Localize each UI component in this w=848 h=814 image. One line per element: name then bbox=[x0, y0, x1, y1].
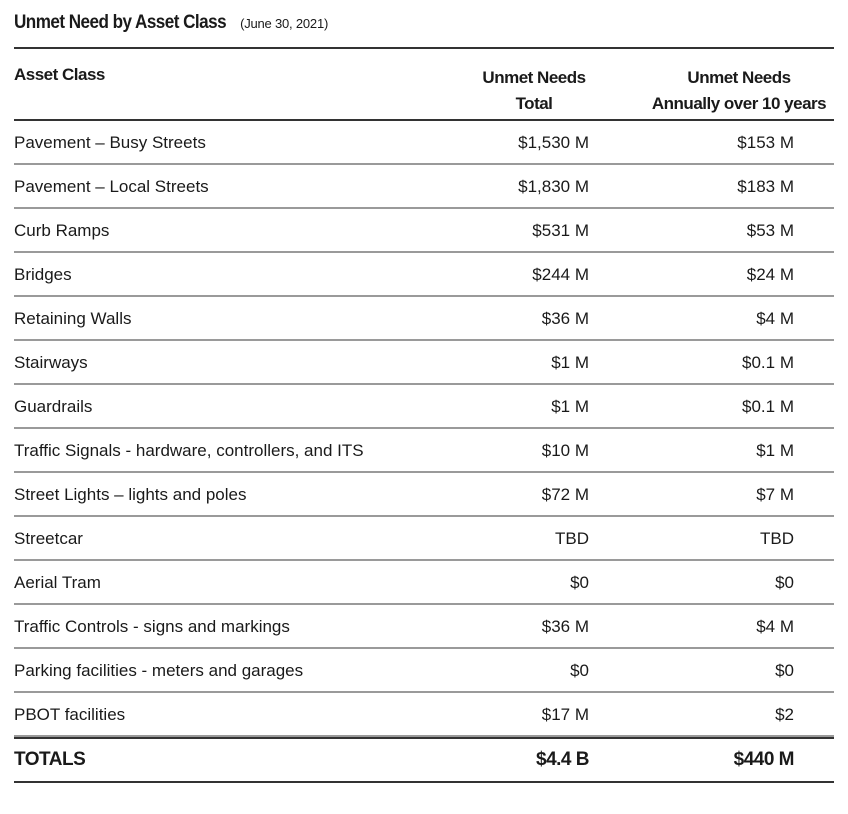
total-cell: $0 bbox=[570, 661, 589, 680]
table-row bbox=[14, 473, 834, 517]
asset-cell: Pavement – Busy Streets bbox=[14, 133, 206, 152]
header-unmet-annual-line1: Unmet Needs bbox=[687, 68, 791, 87]
table-title: Unmet Need by Asset Class bbox=[14, 12, 227, 33]
header-asset-class: Asset Class bbox=[14, 65, 105, 84]
asset-cell: Traffic Signals - hardware, controllers, and ITS bbox=[14, 441, 364, 460]
table-row bbox=[14, 605, 834, 649]
table-row bbox=[14, 693, 834, 737]
total-cell: $36 M bbox=[541, 617, 589, 636]
table-title-row bbox=[14, 12, 328, 34]
header-unmet-total bbox=[454, 65, 614, 117]
table-header bbox=[14, 49, 834, 119]
annual-cell: $4 M bbox=[756, 617, 794, 636]
annual-cell: $4 M bbox=[756, 309, 794, 328]
annual-cell: $153 M bbox=[737, 133, 794, 152]
table-date: (June 30, 2021) bbox=[240, 16, 329, 31]
table-row bbox=[14, 341, 834, 385]
asset-cell: Traffic Controls - signs and markings bbox=[14, 617, 290, 636]
table-row bbox=[14, 429, 834, 473]
asset-cell: Stairways bbox=[14, 353, 88, 372]
annual-cell: $53 M bbox=[746, 221, 794, 240]
total-cell: $17 M bbox=[541, 705, 589, 724]
total-cell: $244 M bbox=[532, 265, 589, 284]
asset-cell: Bridges bbox=[14, 265, 72, 284]
totals-label: TOTALS bbox=[14, 749, 86, 770]
header-unmet-annual-line2: Annually over 10 years bbox=[651, 94, 827, 113]
unmet-need-table bbox=[14, 47, 834, 783]
table-body bbox=[14, 121, 834, 737]
total-cell: $10 M bbox=[541, 441, 589, 460]
totals-total: $4.4 B bbox=[536, 749, 589, 770]
total-cell: $531 M bbox=[532, 221, 589, 240]
asset-cell: Retaining Walls bbox=[14, 309, 132, 328]
asset-cell: Street Lights – lights and poles bbox=[14, 485, 247, 504]
annual-cell: $24 M bbox=[746, 265, 794, 284]
asset-cell: Parking facilities - meters and garages bbox=[14, 661, 304, 680]
annual-cell: TBD bbox=[760, 529, 794, 548]
asset-cell: PBOT facilities bbox=[14, 705, 126, 724]
annual-cell: $0.1 M bbox=[742, 353, 794, 372]
table-row bbox=[14, 649, 834, 693]
asset-cell: Streetcar bbox=[14, 529, 83, 548]
annual-cell: $0 bbox=[775, 573, 794, 592]
asset-cell: Aerial Tram bbox=[14, 573, 101, 592]
header-unmet-total-line2: Total bbox=[515, 94, 553, 113]
annual-cell: $0.1 M bbox=[742, 397, 794, 416]
asset-cell: Guardrails bbox=[14, 397, 93, 416]
table-row bbox=[14, 253, 834, 297]
total-cell: $72 M bbox=[541, 485, 589, 504]
asset-cell: Curb Ramps bbox=[14, 221, 110, 240]
asset-cell: Pavement – Local Streets bbox=[14, 177, 209, 196]
annual-cell: $1 M bbox=[756, 441, 794, 460]
total-cell: $1 M bbox=[551, 397, 589, 416]
total-cell: $0 bbox=[570, 573, 589, 592]
total-cell: $1,830 M bbox=[518, 177, 589, 196]
total-cell: $1,530 M bbox=[518, 133, 589, 152]
header-unmet-total-line1: Unmet Needs bbox=[482, 68, 586, 87]
annual-cell: $0 bbox=[775, 661, 794, 680]
total-cell: TBD bbox=[555, 529, 589, 548]
annual-cell: $7 M bbox=[756, 485, 794, 504]
table-row bbox=[14, 297, 834, 341]
table-row bbox=[14, 385, 834, 429]
total-cell: $1 M bbox=[551, 353, 589, 372]
total-cell: $36 M bbox=[541, 309, 589, 328]
totals-annual: $440 M bbox=[733, 749, 794, 770]
header-unmet-annual bbox=[639, 65, 839, 117]
annual-cell: $2 bbox=[775, 705, 794, 724]
table-row bbox=[14, 121, 834, 165]
totals-row bbox=[14, 737, 834, 783]
table-row bbox=[14, 209, 834, 253]
table-row bbox=[14, 165, 834, 209]
table-row bbox=[14, 517, 834, 561]
table-row bbox=[14, 561, 834, 605]
annual-cell: $183 M bbox=[737, 177, 794, 196]
